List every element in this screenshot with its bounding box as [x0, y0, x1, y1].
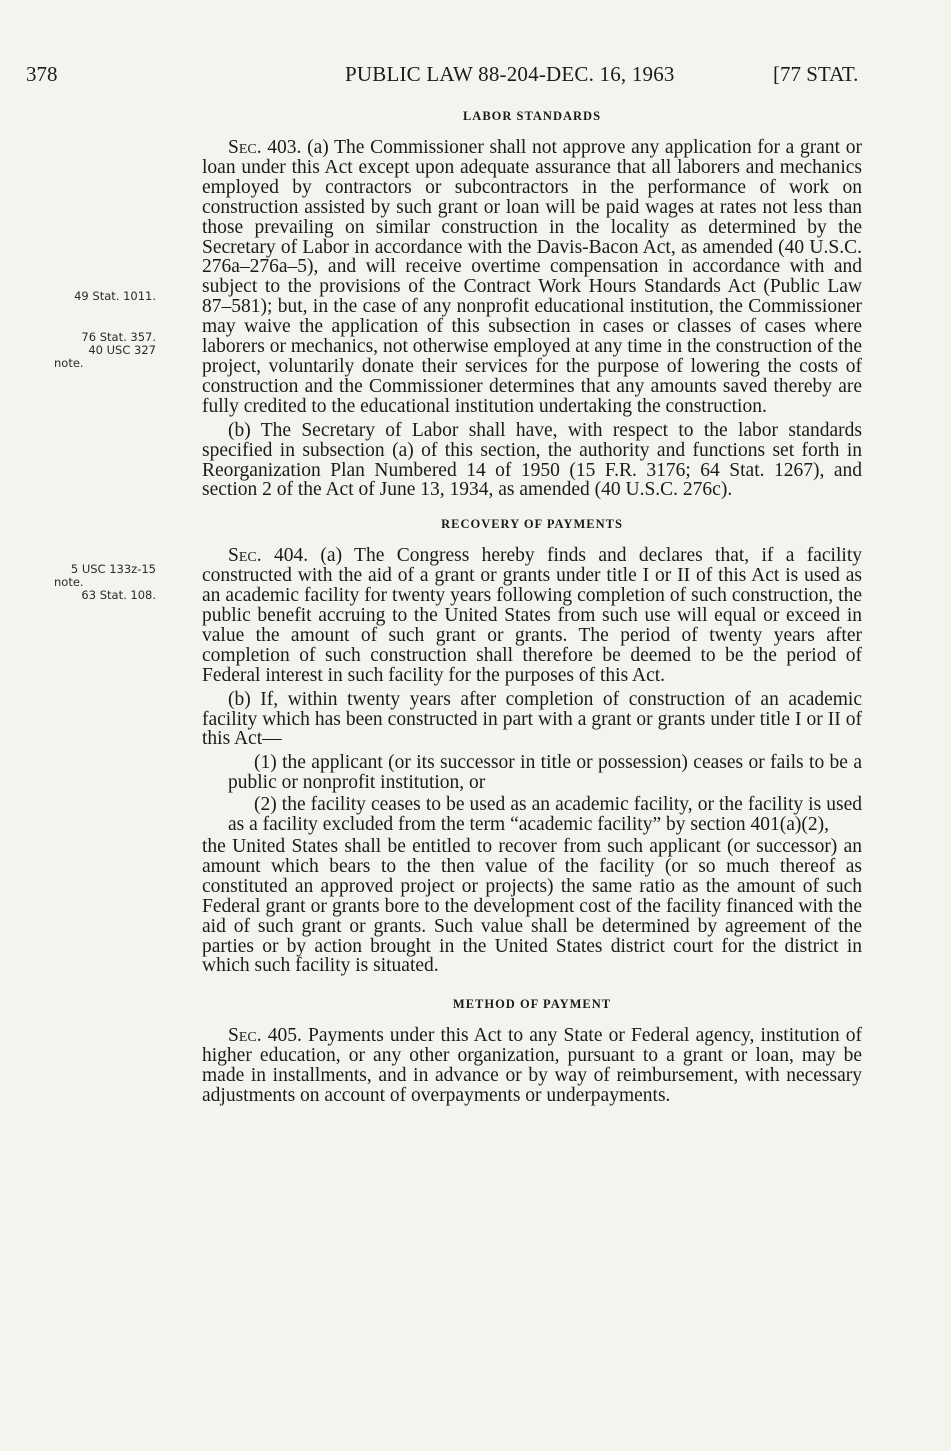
section-heading-recovery-of-payments: RECOVERY OF PAYMENTS — [441, 517, 623, 532]
paragraph-text: (a) The Congress hereby finds and declares that, if a facility constructed with the aid of a grant or grants under title I or II of this Act is used as an academic facility for twenty years following completion of such construction, the public benefit accruing to the United States from such use will equal or exceed in value the amount of such grant or grants. The period of twenty years after completion of such construction shall therefore be deemed to be the period of Federal interest in such facility for the purposes of this Act. — [202, 545, 862, 686]
section-405 — [202, 1026, 862, 1106]
paragraph-text: Payments under this Act to any State or Federal agency, institution of higher education, or any other organization, pursuant to a grant or loan, may be made in installments, and in advance or by way of reimbursement, with necessary adjustments on account of overpayments or underpayments. — [202, 1025, 862, 1107]
paragraph-text: (a) The Commissioner shall not approve any application for a grant or loan under this Act except upon adequate assurance that all laborers and mechanics employed by contractors or subcontractors in the performance of work on construction assisted by such grant or loan will be paid wages at rates not less than those prevailing on similar construction in the locality as determined by the Secretary of Labor in accordance with the Davis-Bacon Act, as amended (40 U.S.C. 276a–276a–5), and will receive overtime compensation in accordance with and subject to the provisions of the Contract Work Hours Standards Act (Public Law 87–581); but, in the case of any nonprofit educational institution, the Commissioner may waive the application of this subsection in cases or classes of cases where laborers or mechanics, not otherwise employed at any time in the construction of the project, voluntarily donate their services for the purpose of lowering the costs of construction and the Commissioner determines that any amounts saved thereby are fully credited to the educational institution undertaking the construction. — [202, 137, 862, 417]
margin-note-line: 49 Stat. 1011. — [74, 289, 156, 303]
section-heading-labor-standards: LABOR STANDARDS — [462, 109, 602, 123]
section-404-b-2: (2) the facility ceases to be used as an academic facility, or the facility is used as a facility excluded from the term “academic facility” by section 401(a)(2), — [228, 794, 862, 836]
section-403-b: (b) The Secretary of Labor shall have, with respect to the labor standards specified in subsection (a) of this section, the authority and functions set forth in Reorganization Plan Numbered 14 of 1950 (15 F.R. 3176; 64 Stat. 1267), and section 2 of the Act of June 13, 1934, as amended (40 U.S.C. 276c). — [202, 419, 862, 501]
margin-note-line: 40 USC 327 — [88, 343, 156, 357]
margin-note-line: 5 USC 133z-15 — [70, 562, 156, 576]
page-number: 378 — [26, 62, 58, 86]
section-label: Sec. 403. — [228, 137, 302, 158]
stat-volume: [77 STAT. — [773, 62, 859, 86]
page-title: PUBLIC LAW 88-204-DEC. 16, 1963 — [345, 62, 675, 86]
section-403-a — [202, 138, 862, 417]
section-404-a — [202, 546, 862, 685]
margin-note-line: note. — [54, 356, 84, 370]
section-label: Sec. 405. — [228, 1025, 302, 1047]
section-heading-method-of-payment: METHOD OF PAYMENT — [452, 997, 612, 1012]
section-404-b-1: (1) the applicant (or its successor in title or possession) ceases or fails to be a public or nonprofit institution, or — [228, 752, 862, 794]
margin-note-1 — [36, 290, 176, 303]
margin-note-line: 63 Stat. 108. — [81, 588, 156, 602]
margin-note-line: 76 Stat. 357. — [81, 330, 156, 344]
margin-note-line: note. — [54, 575, 84, 589]
section-label: Sec. 404. — [228, 545, 309, 567]
page-header — [0, 62, 951, 92]
section-404-b: (b) If, within twenty years after completion of construction of an academic facility which has been constructed in part with a grant or grants under title I or II of this Act— — [202, 688, 862, 750]
main-text — [202, 100, 862, 1110]
margin-note-2 — [36, 331, 176, 370]
margin-note-3 — [36, 563, 176, 602]
section-404-b-continuation: the United States shall be entitled to recover from such applicant (or successor) an amount which bears to the then value of the facility (or so much thereof as constituted an approved project or projects) the same ratio as the amount of such Federal grant or grants bore to the development cost of the facility financed with the aid of such grant or grants. Such value shall be determined by agreement of the parties or by action brought in the United States district court for the district in which such facility is situated. — [202, 836, 862, 977]
